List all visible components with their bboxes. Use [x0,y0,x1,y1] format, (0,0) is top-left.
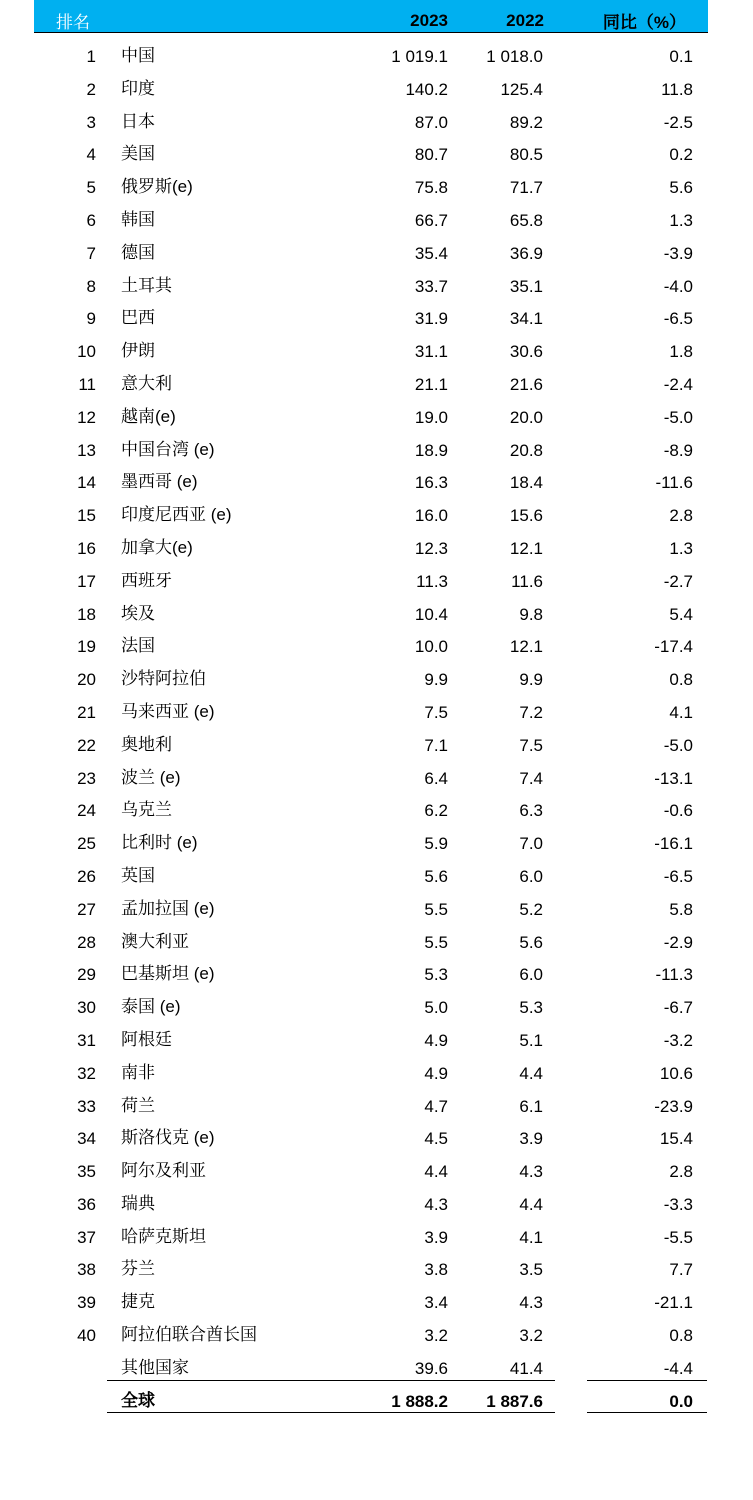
country-cell: 乌克兰 [121,800,172,820]
table-row [0,957,753,990]
value-2023-cell: 5.5 [424,932,448,952]
country-cell: 澳大利亚 [121,931,189,951]
total-divider-top-left [107,1380,555,1381]
yoy-cell: -23.9 [654,1096,693,1116]
yoy-cell: 0.8 [669,1326,693,1346]
table-row [0,728,753,761]
country-cell: 英国 [121,865,155,885]
yoy-cell: -4.4 [663,1358,693,1378]
country-cell: 埃及 [121,603,155,623]
yoy-cell: -3.9 [663,243,693,263]
value-2023-cell: 1 019.1 [391,47,448,66]
rank-cell: 28 [77,932,96,952]
table-row [0,105,753,138]
value-2022-cell: 3.5 [519,1260,543,1280]
header-yoy: 同比（%） [602,13,686,32]
rank-cell: 17 [77,571,96,591]
rank-cell: 25 [77,834,96,854]
value-2023-cell: 4.3 [424,1194,448,1214]
value-2022-cell: 30.6 [509,342,543,362]
country-cell: 日本 [121,111,155,131]
yoy-cell: -6.5 [663,309,693,329]
value-2023-cell: 5.0 [424,998,448,1018]
country-cell: 加拿大(e) [121,537,193,557]
yoy-cell: -13.1 [654,768,693,788]
rank-cell: 21 [77,702,96,722]
value-2023-cell: 5.6 [424,866,448,886]
country-cell: 瑞典 [121,1193,155,1213]
yoy-cell: -5.5 [663,1227,693,1247]
table-row [0,892,753,925]
country-cell: 阿根廷 [121,1029,172,1049]
yoy-cell: -0.6 [663,801,693,821]
table-row [0,334,753,367]
country-cell: 德国 [121,242,155,262]
value-2023-cell: 4.9 [424,1063,448,1083]
country-cell: 土耳其 [121,275,172,295]
yoy-cell: -3.2 [663,1030,693,1050]
rank-cell: 4 [86,145,96,165]
country-cell: 奥地利 [121,734,172,754]
table-row [0,367,753,400]
value-2022-cell: 89.2 [509,112,543,132]
yoy-cell: 0.8 [669,670,693,690]
rank-cell: 26 [77,866,96,886]
value-2022-cell: 15.6 [509,506,543,526]
table-row [0,170,753,203]
yoy-cell: -11.6 [655,473,693,493]
value-2023-cell: 140.2 [405,79,448,99]
table-row [0,1220,753,1253]
value-2023-cell: 5.3 [424,965,448,985]
country-cell: 意大利 [121,373,172,393]
value-2023-cell: 11.3 [416,571,448,591]
rank-cell: 16 [77,538,96,558]
country-cell: 阿拉伯联合酋长国 [121,1325,257,1345]
rank-cell: 20 [77,670,96,690]
country-cell: 中国台湾 (e) [121,439,215,459]
table-row [0,925,753,958]
value-2023-cell: 3.4 [424,1293,448,1313]
rank-cell: 18 [77,604,96,624]
yoy-cell: 5.6 [669,178,693,198]
country-cell: 中国 [121,46,155,65]
value-2023-cell: 4.7 [424,1096,448,1116]
country-cell: 斯洛伐克 (e) [121,1128,215,1148]
total-value-2022-cell: 1 887.6 [486,1391,543,1411]
rank-cell: 31 [77,1030,96,1050]
country-cell: 其他国家 [121,1357,189,1377]
value-2022-cell: 5.2 [519,899,543,919]
table-row [0,72,753,105]
value-2022-cell: 4.4 [519,1063,543,1083]
value-2022-cell: 1 018.0 [486,47,543,66]
value-2022-cell: 6.0 [519,965,543,985]
rank-cell: 39 [77,1293,96,1313]
country-cell: 印度 [121,78,155,98]
total-divider-bottom-left [107,1412,555,1413]
country-cell: 印度尼西亚 (e) [121,505,232,525]
yoy-cell: -21.1 [654,1293,693,1313]
yoy-cell: -16.1 [654,834,693,854]
value-2022-cell: 20.8 [509,440,543,460]
country-cell: 墨西哥 (e) [121,472,198,492]
country-cell: 巴基斯坦 (e) [121,964,215,984]
yoy-cell: 11.8 [661,79,693,99]
rank-cell: 23 [77,768,96,788]
value-2023-cell: 10.0 [414,637,448,657]
rank-cell: 37 [77,1227,96,1247]
table-row [0,236,753,269]
value-2022-cell: 6.0 [519,866,543,886]
table-row [0,564,753,597]
yoy-cell: -6.7 [663,998,693,1018]
table-row [0,1187,753,1220]
rank-cell: 7 [86,243,96,263]
value-2023-cell: 66.7 [414,210,448,230]
yoy-cell: -5.0 [663,735,693,755]
country-cell: 伊朗 [121,341,155,361]
yoy-cell: 1.3 [669,538,693,558]
table-row [0,301,753,334]
value-2023-cell: 87.0 [414,112,448,132]
table-row [0,1154,753,1187]
rank-cell: 6 [86,210,96,230]
rank-cell: 2 [86,79,96,99]
yoy-cell: 5.4 [669,604,693,624]
value-2023-cell: 3.9 [424,1227,448,1247]
value-2023-cell: 39.6 [414,1358,448,1378]
value-2022-cell: 12.1 [509,637,543,657]
value-2022-cell: 5.3 [519,998,543,1018]
value-2023-cell: 6.4 [424,768,448,788]
rank-cell: 36 [77,1194,96,1214]
value-2022-cell: 18.4 [509,473,543,493]
yoy-cell: 4.1 [669,702,693,722]
rank-cell: 29 [77,965,96,985]
value-2023-cell: 12.3 [414,538,448,558]
yoy-cell: -2.7 [663,571,693,591]
yoy-cell: -3.3 [663,1194,693,1214]
value-2022-cell: 34.1 [509,309,543,329]
yoy-cell: 5.8 [669,899,693,919]
value-2023-cell: 33.7 [414,276,448,296]
yoy-cell: -2.9 [663,932,693,952]
value-2022-cell: 5.6 [519,932,543,952]
rank-cell: 34 [77,1129,96,1149]
value-2022-cell: 6.3 [519,801,543,821]
country-cell: 法国 [121,636,155,656]
value-2023-cell: 16.3 [414,473,448,493]
value-2022-cell: 7.5 [519,735,543,755]
yoy-cell: 10.6 [659,1063,693,1083]
value-2022-cell: 4.1 [519,1227,543,1247]
table-row [0,662,753,695]
value-2023-cell: 4.5 [424,1129,448,1149]
value-2023-cell: 3.2 [424,1326,448,1346]
rank-cell: 15 [77,506,96,526]
rank-cell: 14 [77,473,96,493]
country-cell: 南非 [121,1062,155,1082]
value-2023-cell: 5.9 [424,834,448,854]
rank-cell: 38 [77,1260,96,1280]
rank-cell: 10 [77,342,96,362]
total-value-2023-cell: 1 888.2 [391,1391,448,1411]
value-2022-cell: 21.6 [509,374,543,394]
value-2023-cell: 19.0 [414,407,448,427]
value-2022-cell: 4.4 [519,1194,543,1214]
rank-cell: 22 [77,735,96,755]
table-row [0,498,753,531]
table-row [0,695,753,728]
country-cell: 俄罗斯(e) [121,177,193,197]
rank-cell: 1 [86,47,96,66]
country-cell: 西班牙 [121,570,172,590]
country-cell: 美国 [121,144,155,164]
value-2023-cell: 31.9 [414,309,448,329]
rank-cell: 27 [77,899,96,919]
rank-cell: 5 [86,178,96,198]
table-row [0,597,753,630]
country-cell: 孟加拉国 (e) [121,898,215,918]
table-row [0,793,753,826]
value-2023-cell: 75.8 [414,178,448,198]
table-row [0,1023,753,1056]
yoy-cell: -2.4 [663,374,693,394]
table-row [0,629,753,662]
yoy-cell: -5.0 [663,407,693,427]
rank-cell: 19 [77,637,96,657]
value-2022-cell: 20.0 [509,407,543,427]
value-2023-cell: 9.9 [424,670,448,690]
value-2022-cell: 4.3 [519,1293,543,1313]
total-country-cell: 全球 [121,1390,155,1410]
value-2022-cell: 35.1 [509,276,543,296]
table-row [0,433,753,466]
yoy-cell: -8.9 [663,440,693,460]
yoy-cell: -4.0 [663,276,693,296]
value-2023-cell: 21.1 [414,374,448,394]
country-cell: 马来西亚 (e) [121,701,215,721]
value-2023-cell: 6.2 [424,801,448,821]
table-row [0,137,753,170]
yoy-cell: -6.5 [663,866,693,886]
rank-cell: 8 [86,276,96,296]
table-row [0,465,753,498]
table-row [0,1121,753,1154]
rank-cell: 9 [86,309,96,329]
table-row [0,761,753,794]
rank-cell: 32 [77,1063,96,1083]
value-2022-cell: 125.4 [500,79,543,99]
table-row [0,1252,753,1285]
value-2022-cell: 65.8 [509,210,543,230]
value-2022-cell: 7.2 [519,702,543,722]
country-cell: 波兰 (e) [121,767,181,787]
value-2022-cell: 9.9 [519,670,543,690]
value-2022-cell: 6.1 [519,1096,543,1116]
value-2023-cell: 3.8 [424,1260,448,1280]
table-row [0,203,753,236]
table-body [0,39,753,1416]
value-2023-cell: 31.1 [414,342,448,362]
header-2023: 2023 [410,11,448,30]
table-row [0,400,753,433]
rank-cell: 30 [77,998,96,1018]
value-2022-cell: 36.9 [509,243,543,263]
table-row [0,39,753,72]
value-2023-cell: 16.0 [414,506,448,526]
value-2022-cell: 11.6 [511,571,543,591]
value-2022-cell: 7.4 [519,768,543,788]
value-2022-cell: 80.5 [509,145,543,165]
country-cell: 荷兰 [121,1095,155,1115]
value-2022-cell: 7.0 [519,834,543,854]
rank-cell: 24 [77,801,96,821]
country-cell: 芬兰 [121,1259,155,1279]
rank-cell: 33 [77,1096,96,1116]
value-2023-cell: 4.9 [424,1030,448,1050]
yoy-cell: 0.1 [669,47,693,66]
table-row [0,531,753,564]
table-row [0,269,753,302]
value-2023-cell: 80.7 [414,145,448,165]
table-row [0,1285,753,1318]
yoy-cell: 2.8 [669,1162,693,1182]
country-cell: 巴西 [121,308,155,328]
value-2022-cell: 3.2 [519,1326,543,1346]
value-2022-cell: 41.4 [509,1358,543,1378]
rank-cell: 12 [77,407,96,427]
header-2022: 2022 [506,11,544,30]
rank-cell: 35 [77,1162,96,1182]
yoy-cell: 1.3 [669,210,693,230]
yoy-cell: 0.2 [669,145,693,165]
yoy-cell: 7.7 [669,1260,693,1280]
table-row [0,859,753,892]
value-2022-cell: 3.9 [519,1129,543,1149]
value-2023-cell: 7.5 [424,702,448,722]
country-cell: 韩国 [121,209,155,229]
header-rank: 排名 [56,13,90,32]
value-2023-cell: 18.9 [414,440,448,460]
total-yoy-cell: 0.0 [669,1391,693,1411]
value-2023-cell: 35.4 [414,243,448,263]
table-row [0,1351,753,1384]
value-2022-cell: 71.7 [509,178,543,198]
total-divider-top-right [587,1380,707,1381]
value-2023-cell: 7.1 [424,735,448,755]
table-row [0,1318,753,1351]
yoy-cell: -17.4 [654,637,693,657]
country-cell: 沙特阿拉伯 [121,669,206,689]
rank-cell: 3 [86,112,96,132]
table-header [34,0,708,33]
table-row [0,1089,753,1122]
rank-cell: 40 [77,1326,96,1346]
value-2022-cell: 12.1 [509,538,543,558]
country-cell: 越南(e) [121,406,176,426]
value-2022-cell: 9.8 [519,604,543,624]
country-cell: 哈萨克斯坦 [121,1226,206,1246]
value-2023-cell: 10.4 [414,604,448,624]
yoy-cell: -11.3 [655,965,693,985]
value-2023-cell: 4.4 [424,1162,448,1182]
table-row [0,990,753,1023]
yoy-cell: -2.5 [663,112,693,132]
total-divider-bottom-right [587,1412,707,1413]
country-cell: 比利时 (e) [121,833,198,853]
country-cell: 捷克 [121,1292,155,1312]
yoy-cell: 15.4 [659,1129,693,1149]
country-cell: 泰国 (e) [121,997,181,1017]
yoy-cell: 2.8 [669,506,693,526]
value-2023-cell: 5.5 [424,899,448,919]
rank-cell: 11 [78,374,96,394]
table-row [0,1056,753,1089]
rank-cell: 13 [77,440,96,460]
yoy-cell: 1.8 [669,342,693,362]
value-2022-cell: 5.1 [519,1030,543,1050]
country-cell: 阿尔及利亚 [121,1161,206,1181]
table-row [0,826,753,859]
value-2022-cell: 4.3 [519,1162,543,1182]
